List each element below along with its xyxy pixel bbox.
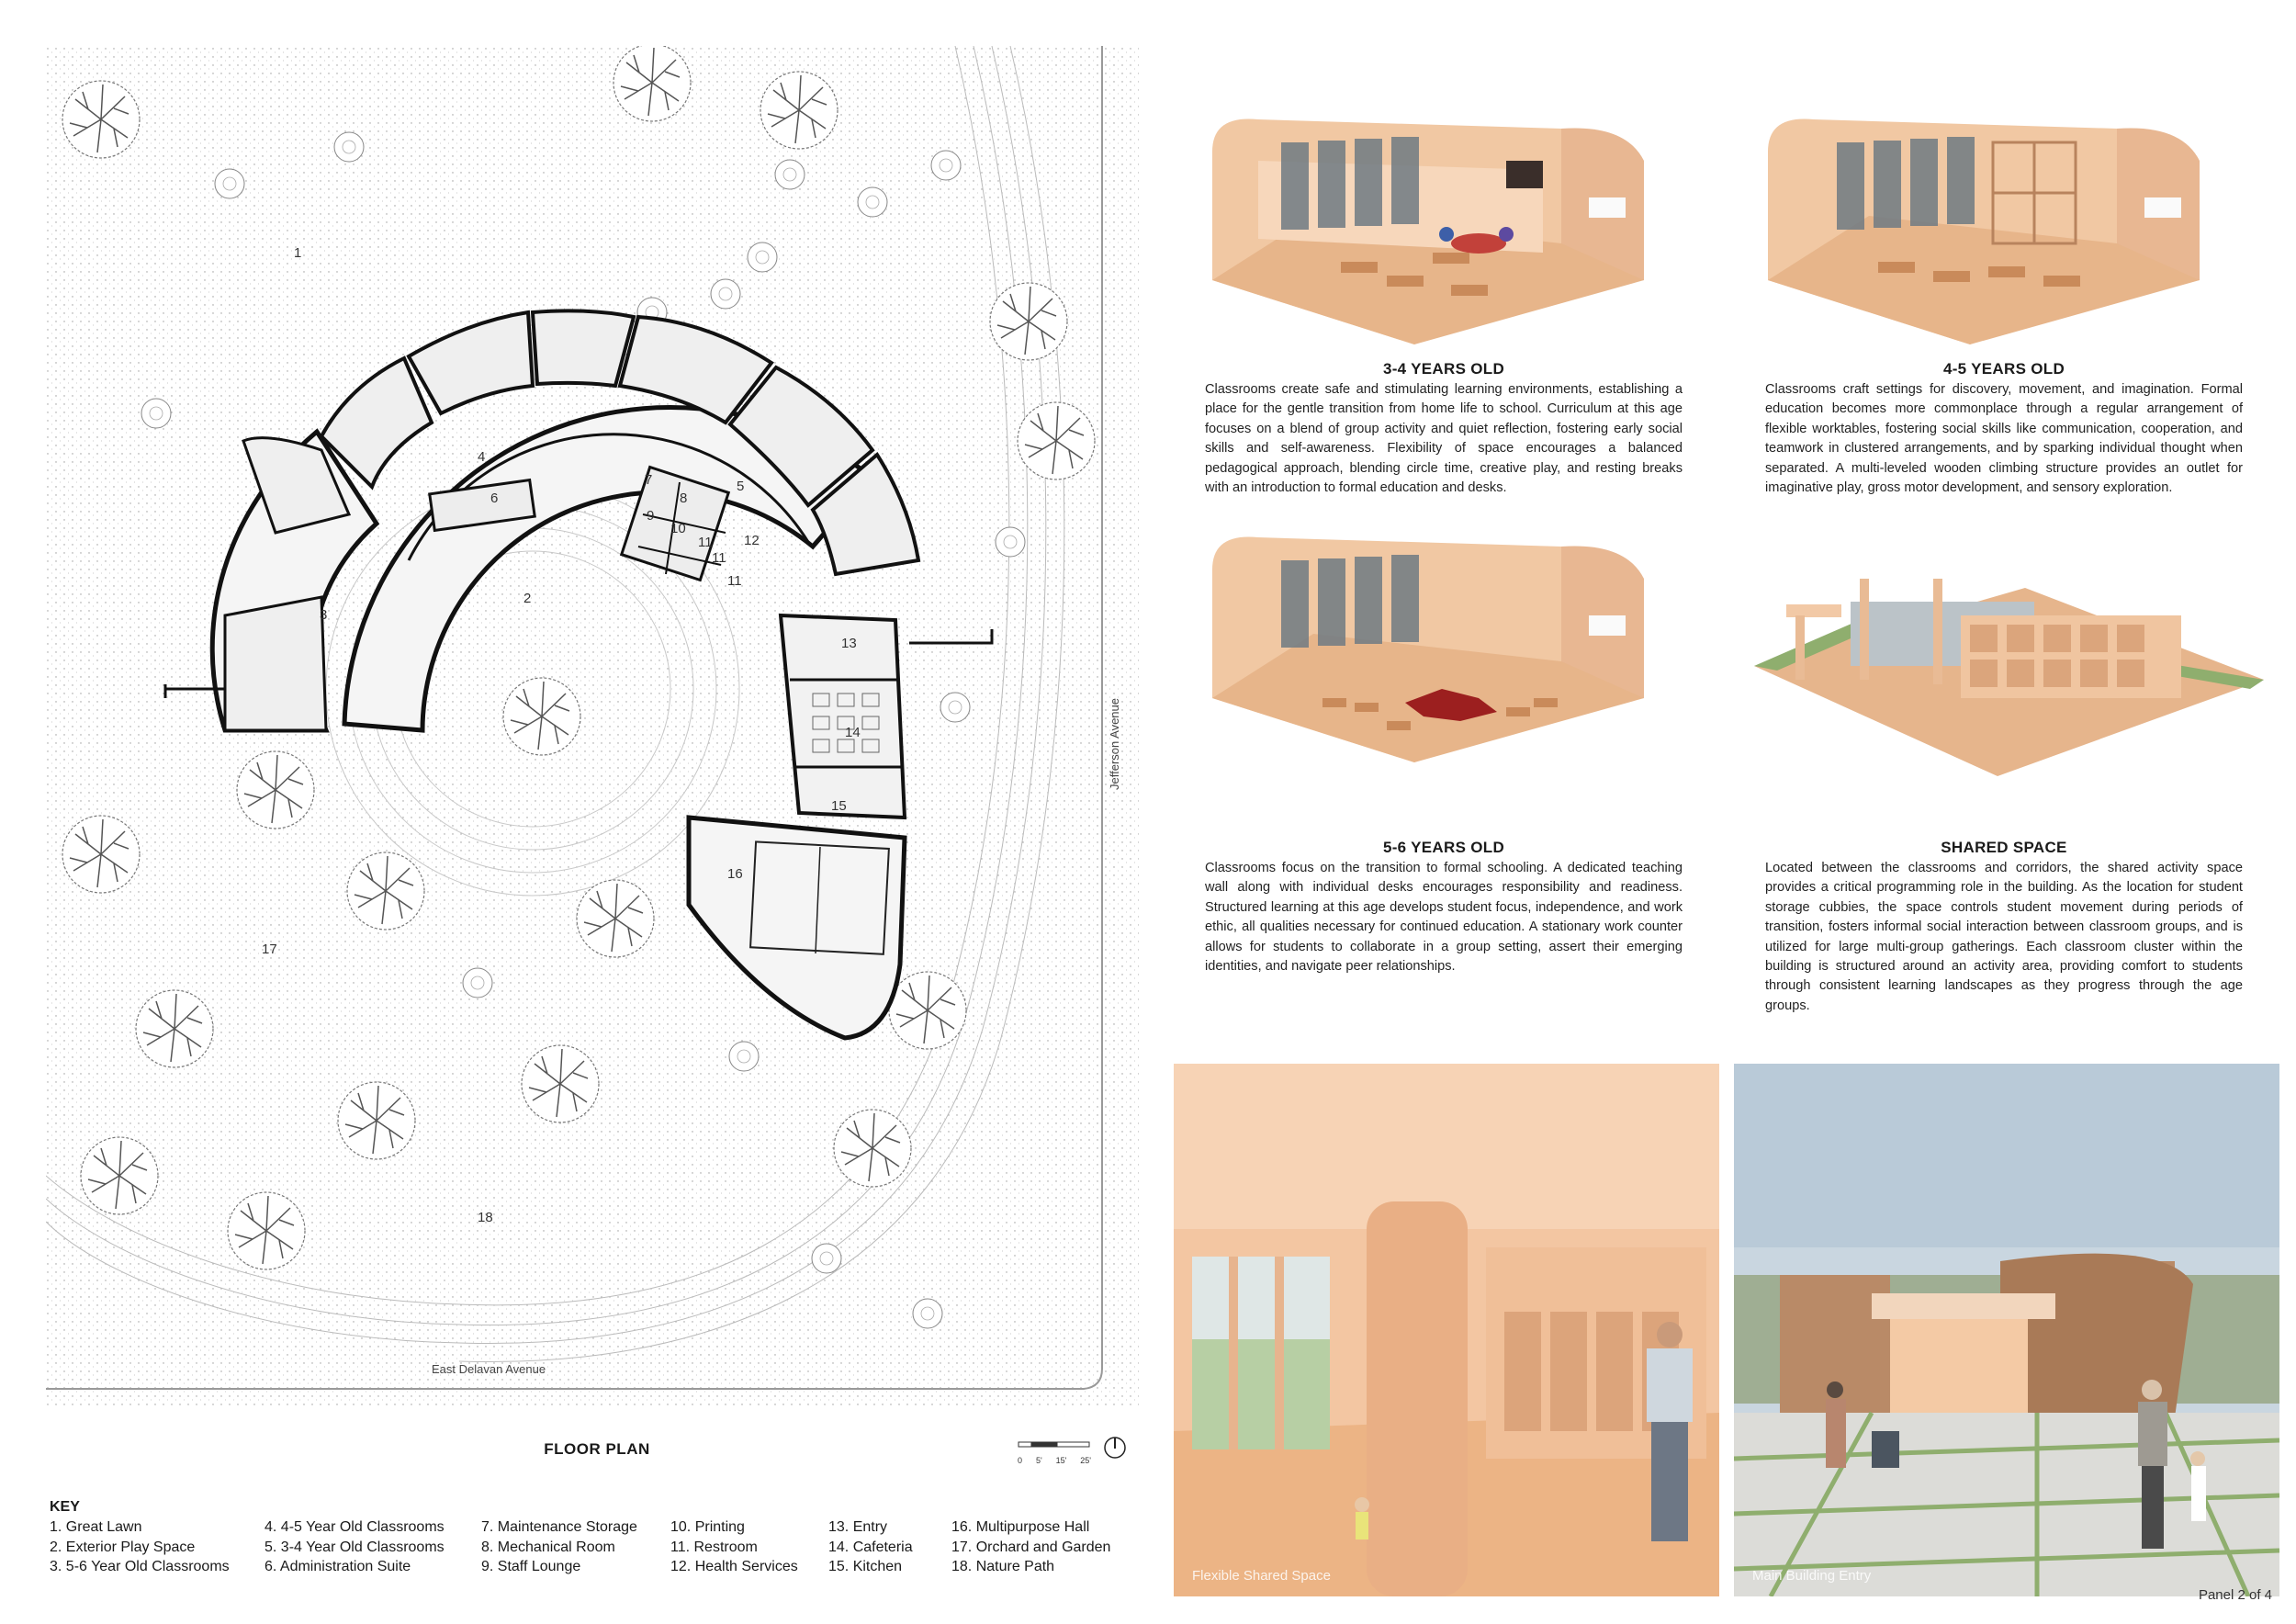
scale-bar-graphic [1018,1438,1091,1451]
key-item: 3. 5-6 Year Old Classrooms [50,1559,230,1574]
key-column-4 [670,1517,798,1577]
scale-label-0: 0 [1018,1456,1023,1465]
key-column-3 [481,1517,637,1577]
section-body-4-5: Classrooms craft settings for discovery, movement, and imagination. Formal education becomes more commonplace through a regular arrangement of flexible worktables, fostering social skills like communication, cooperation, and teamwork in clustered arrangements, and by sparking individual thought when separated. A multi-leveled wooden climbing structure provides an outlet for imaginative play, gross motor development, and sensory exploration. [1765,382,2243,496]
key-item: 6. Administration Suite [264,1559,411,1574]
section-title-4-5: 4-5 YEARS OLD [1942,360,2065,378]
classroom-4-5-render [1759,106,2255,354]
street-label-east-delavan: East Delavan Avenue [432,1362,546,1376]
classroom-3-4-render [1203,106,1699,354]
room-number-2: 2 [523,591,532,606]
room-number-15: 15 [831,798,847,814]
key-item: 18. Nature Path [951,1559,1055,1574]
key-item: 16. Multipurpose Hall [951,1519,1090,1535]
room-number-16: 16 [727,866,743,882]
room-number-12: 12 [744,533,760,548]
key-item: 9. Staff Lounge [481,1559,581,1574]
key-column-1 [50,1517,230,1577]
section-title-5-6: 5-6 YEARS OLD [1382,839,1505,856]
photo-flexible-shared-space [1174,1064,1719,1596]
room-number-11b: 11 [712,550,726,566]
key-item: 15. Kitchen [828,1559,903,1574]
key-item: 1. Great Lawn [50,1519,142,1535]
panel-number: Panel 2 of 4 [2198,1587,2272,1603]
section-title-3-4: 3-4 YEARS OLD [1382,360,1505,378]
key-column-2 [264,1517,445,1577]
room-number-7: 7 [645,472,653,488]
room-number-11c: 11 [727,573,742,589]
interior-render-graphic [1174,1064,1719,1596]
room-number-8: 8 [680,491,688,506]
key-item: 11. Restroom [670,1539,758,1555]
room-number-13: 13 [841,636,857,651]
section-title-shared: SHARED SPACE [1941,839,2067,856]
key-item: 5. 3-4 Year Old Classrooms [264,1539,445,1555]
room-number-5: 5 [737,479,745,494]
scale-bar [1018,1438,1091,1465]
shared-space-render [1750,551,2264,781]
scale-label-5: 5' [1035,1456,1042,1465]
key-item: 2. Exterior Play Space [50,1539,196,1555]
room-number-9: 9 [647,508,655,524]
key-item: 17. Orchard and Garden [951,1539,1111,1555]
key-column-6 [951,1517,1110,1577]
key-item: 14. Cafeteria [828,1539,913,1555]
room-number-17: 17 [262,942,277,957]
photo-caption-main-entry: Main Building Entry [1752,1568,1872,1584]
floor-plan-drawing [46,46,1139,1405]
key-item: 12. Health Services [670,1559,798,1574]
room-number-4: 4 [478,449,486,465]
key-item: 7. Maintenance Storage [481,1519,637,1535]
section-body-3-4: Classrooms create safe and stimulating learning environments, establishing a place for the gentle transition from home life to school. Curriculum at this age focuses on a blend of group activity and quiet reflection, fostering early social skills and self-awareness. Flexibility of space encourages a balanced pedagogical approach, blending circle time, creative play, and resting breaks with an introduction to formal education and desks. [1205,382,1683,496]
photo-main-building-entry [1734,1064,2279,1596]
key-item: 13. Entry [828,1519,888,1535]
room-number-6: 6 [490,491,499,506]
section-body-5-6: Classrooms focus on the transition to formal schooling. A dedicated teaching wall along with individual desks encourages responsibility and readiness. Structured learning at this age develops student focus, independence, and work ethic, all qualities necessary for continued education. A stationary work counter allows for students to collaborate in a group setting, assert their emerging identities, and navigate peer relationships. [1205,861,1683,975]
scale-label-15: 15' [1055,1456,1067,1465]
key-item: 4. 4-5 Year Old Classrooms [264,1519,445,1535]
scale-label-25: 25' [1080,1456,1091,1465]
room-number-14: 14 [845,725,861,740]
classroom-5-6-render [1203,524,1699,772]
room-number-18: 18 [478,1210,493,1225]
north-arrow-icon [1102,1435,1128,1465]
room-number-10: 10 [670,521,686,536]
room-number-11: 11 [698,535,713,550]
site-ground [46,46,1139,1405]
key-title: KEY [50,1499,80,1515]
key-item: 8. Mechanical Room [481,1539,615,1555]
exterior-render-graphic [1734,1064,2279,1596]
scale-bar-labels [1018,1456,1091,1465]
room-number-3: 3 [320,607,328,623]
key-item: 10. Printing [670,1519,745,1535]
room-number-1: 1 [294,245,302,261]
street-label-jefferson: Jefferson Avenue [1108,698,1121,790]
section-body-shared: Located between the classrooms and corridors, the shared activity space provides a critical programming role in the building. As the location for student storage cubbies, the space controls student movement during periods of transition, fosters informal social interaction between classroom groups, and is utilized for large multi-group gatherings. Each classroom cluster within the building is structured around an activity area, providing comfort to students through consistent learning landscapes as they progress through the age groups. [1765,861,2243,1013]
floor-plan-title: FLOOR PLAN [544,1440,650,1458]
photo-caption-shared-space: Flexible Shared Space [1192,1568,1331,1584]
key-column-5 [828,1517,913,1577]
